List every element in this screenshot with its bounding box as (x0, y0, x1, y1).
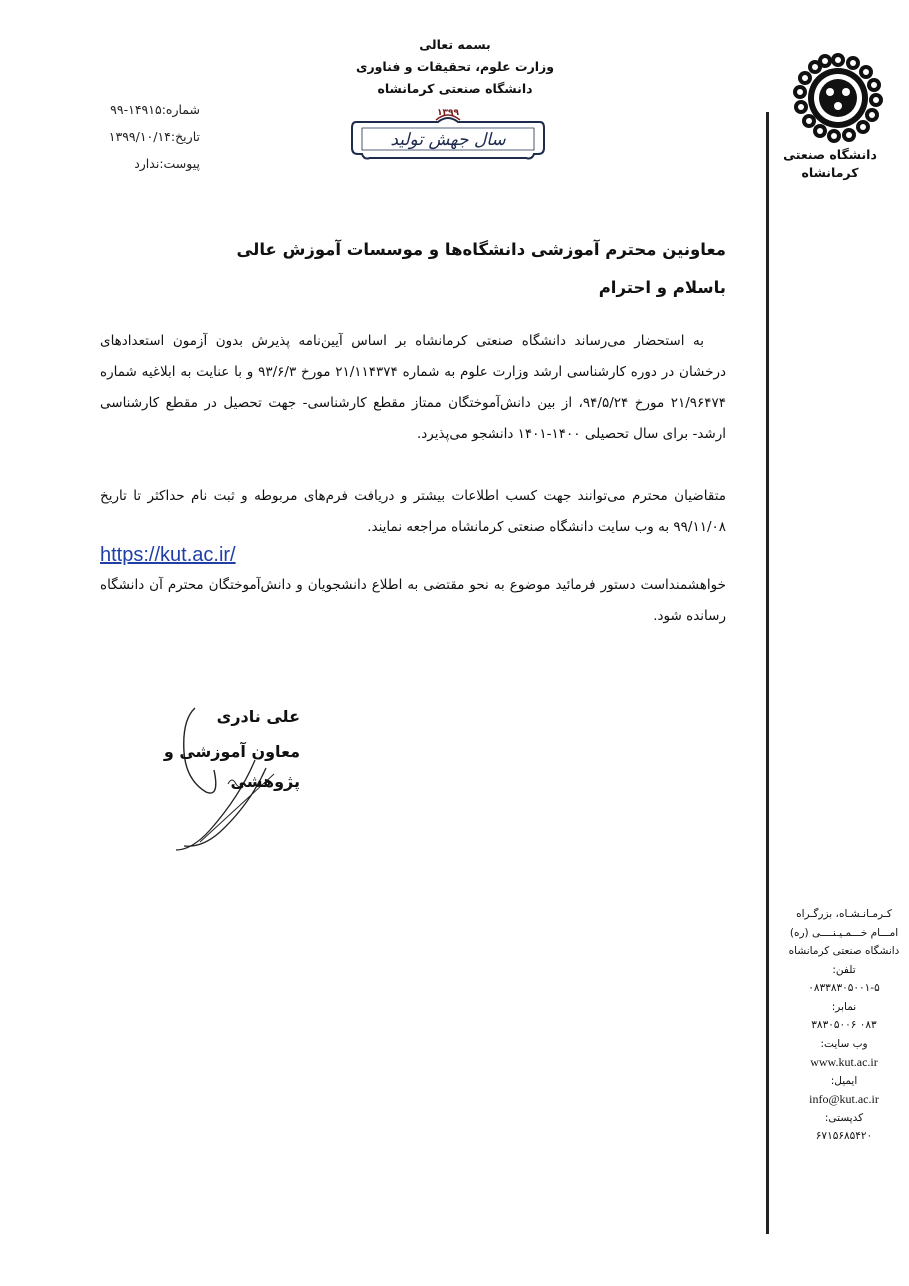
logo-caption (770, 146, 890, 182)
letter-number: شماره:۱۴۹۱۵-۹۹ (110, 102, 200, 117)
university-name: دانشگاه صنعتی کرمانشاه (377, 81, 533, 96)
address-line-3: دانشگاه صنعتی کرمانشاه (788, 945, 900, 957)
slogan-year: ۱۳۹۹ (437, 108, 459, 118)
signer-name: علی نادری (216, 707, 300, 726)
letter-paragraph-2: متقاضیان محترم می‌توانند جهت کسب اطلاعات بیشتر و دریافت فرم‌های مربوطه و ثبت نام حداکثر تا تاریخ ۹۹/۱۱/۰۸ به وب سایت دانشگاه صنعتی کرمانشاه مراجعه نمایند. (100, 488, 726, 535)
signer-title: معاون آموزشی و پژوهشی (163, 742, 300, 791)
letter-recipient: معاونین محترم آموزشی دانشگاه‌ها و موسسات آموزش عالی (236, 240, 726, 259)
fax-number: ۰۸۳ ۳۸۳۰۵۰۰۶ (811, 1019, 877, 1031)
phone-number: ۰۸۳۳۸۳۰۵۰۰۱-۵ (808, 982, 880, 994)
address-line-1: کـرمـانـشـاه، بزرگـراه (796, 908, 892, 920)
slogan-banner (348, 108, 548, 160)
letter-paragraph-3: خواهشمنداست دستور فرمائید موضوع به نحو مقتضی به اطلاع دانشجویان و دانش‌آموختگان محترم آن دانشگاه رسانده شود. (100, 577, 726, 624)
address-block (782, 905, 906, 1146)
university-emblem-icon (790, 50, 886, 146)
phone-label: تلفن: (832, 963, 856, 976)
address-line-2: امـــام خـــمـیـنــــی (ره) (789, 926, 899, 939)
vertical-divider (766, 112, 769, 1234)
letterhead-center (330, 34, 580, 100)
letter-greeting: باسلام و احترام (598, 278, 726, 297)
bismillah: بسمه تعالی (419, 37, 491, 52)
letter-paragraph-1: به استحضار می‌رساند دانشگاه صنعتی کرمانشاه بر اساس آیین‌نامه پذیرش بدون آزمون استعدادهای درخشان در دوره کارشناسی ارشد وزارت علوم به شماره ۲۱/۱۱۴۳۷۴ مورخ ۹۳/۶/۳ و با عنایت به ابلاغیه شماره ۲۱/۹۶۴۷۴ مورخ ۹۴/۵/۲۴، از بین دانش‌آموختگان ممتاز مقطع کارشناسی- جهت تحصیل در مقطع کارشناسی ارشد- برای سال تحصیلی ۱۴۰۰-۱۴۰۱ دانشجو می‌پذیرد. (100, 333, 726, 442)
website-label: وب سایت: (820, 1037, 868, 1050)
university-logo (790, 50, 886, 146)
postal-code-label: کدپستی: (824, 1111, 864, 1124)
ministry-name: وزارت علوم، تحقیقات و فناوری (355, 59, 555, 74)
letter-date: تاریخ:۱۳۹۹/۱۰/۱۴ (108, 129, 200, 144)
postal-code: ۶۷۱۵۶۸۵۴۲۰ (815, 1130, 873, 1142)
letter-attachment: پیوست:ندارد (134, 156, 200, 171)
slogan-text: سال جهش تولید (390, 130, 506, 150)
email-address[interactable]: info@kut.ac.ir (809, 1092, 879, 1106)
letter-meta (60, 96, 200, 177)
fax-label: نمابر: (831, 1000, 857, 1013)
logo-caption-line1: دانشگاه صنعتی (783, 147, 877, 162)
logo-caption-line2: کرمانشاه (801, 165, 859, 180)
university-website-link[interactable]: https://kut.ac.ir/ (100, 544, 236, 566)
website-url[interactable]: www.kut.ac.ir (810, 1055, 878, 1069)
email-label: ایمیل: (830, 1074, 858, 1087)
